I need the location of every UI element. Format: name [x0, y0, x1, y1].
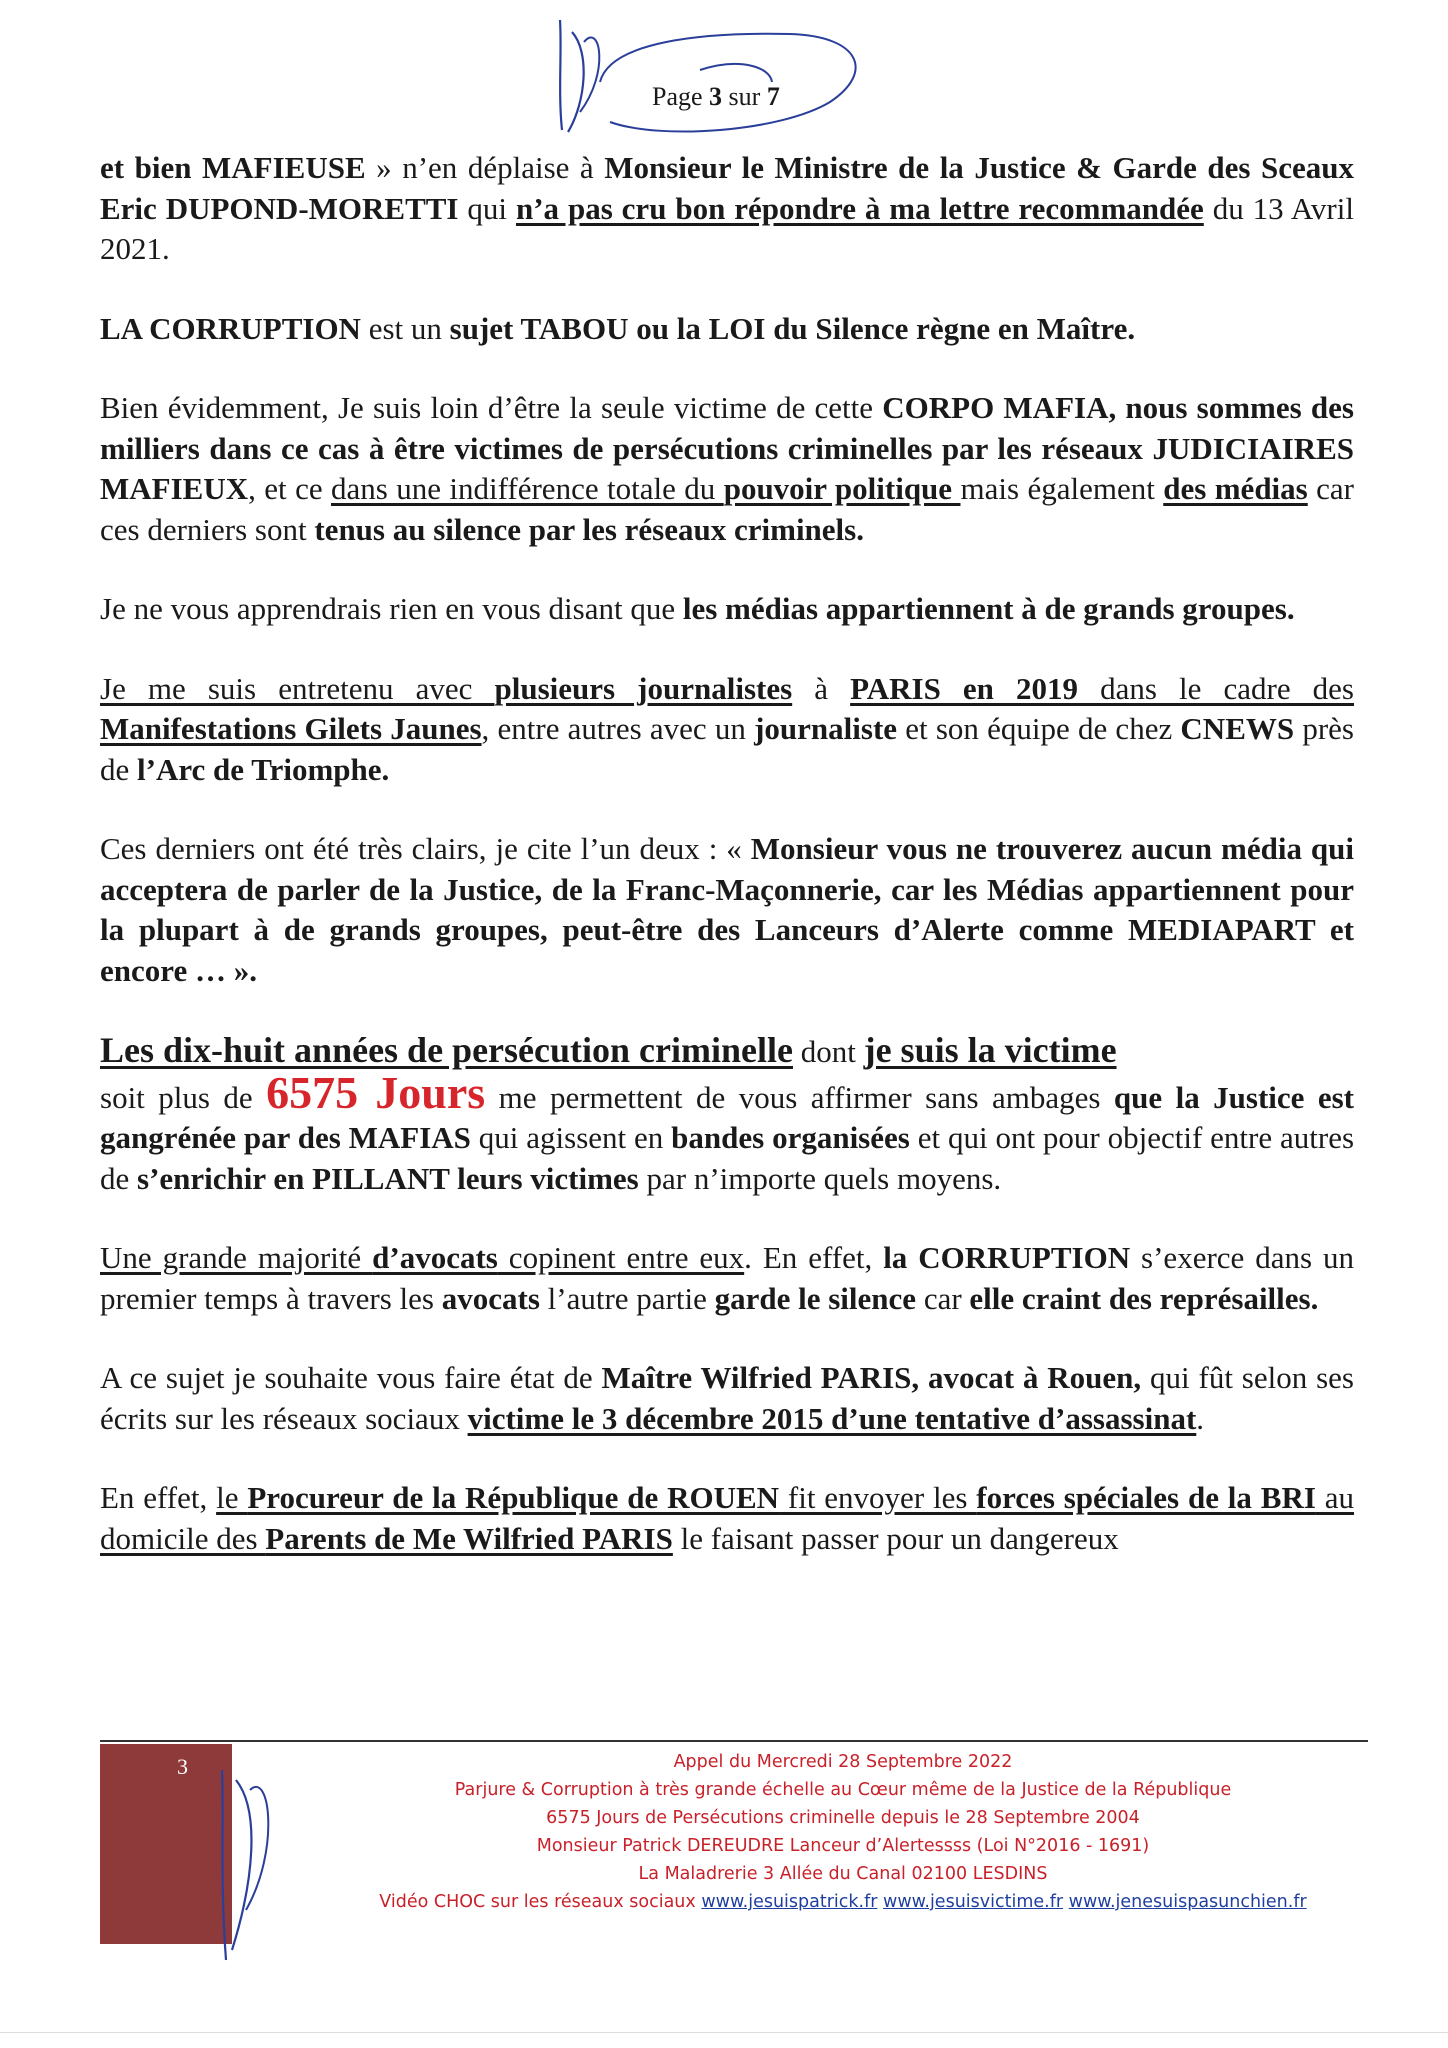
link-jenesuispasunchien[interactable]: www.jenesuispasunchien.fr [1068, 1892, 1307, 1912]
paragraph-3: Bien évidemment, Je suis loin d’être la seule victime de cette CORPO MAFIA, nous sommes des milliers dans ce cas à être victimes de persécutions criminelles par les réseaux JUDICIAIRES MAFIEUX, et ce dans une indifférence totale du pouvoir politique mais également des médias car ces derniers sont tenus au silence par les réseaux criminels. [100, 390, 1354, 547]
page-number: Page 3 sur 7 [652, 82, 780, 111]
paragraph-10: En effet, le Procureur de la République de ROUEN fit envoyer les forces spéciales de la BRI au domicile des Parents de Me Wilfried PARIS le faisant passer pour un dangereux [100, 1480, 1355, 1556]
footer-line-2: Parjure & Corruption à très grande échelle au Cœur même de la Justice de la République [454, 1780, 1232, 1800]
link-jesuisvictime[interactable]: www.jesuisvictime.fr [883, 1892, 1064, 1912]
paragraph-1: et bien MAFIEUSE » n’en déplaise à Monsieur le Ministre de la Justice & Garde des Sceaux Eric DUPOND-MORETTI qui n’a pas cru bon répondre à ma lettre recommandée du 13 Avril 2021. [100, 150, 1354, 266]
paragraph-8: Une grande majorité d’avocats copinent entre eux. En effet, la CORRUPTION s’exerce dans un premier temps à travers les avocats l’autre partie garde le silence car elle craint des représailles. [100, 1240, 1355, 1316]
paragraph-6: Ces derniers ont été très clairs, je cite l’un deux : « Monsieur vous ne trouverez aucun média qui acceptera de parler de la Justice, de la Franc-Maçonnerie, car les Médias appartiennent pour la plupart à de grands groupes, peut-être des Lanceurs d’Alerte comme MEDIAPART et encore … ». [100, 831, 1355, 988]
paragraph-9: A ce sujet je souhaite vous faire état de Maître Wilfried PARIS, avocat à Rouen, qui fût selon ses écrits sur les réseaux sociaux victime le 3 décembre 2015 d’une tentative d’assassinat. [100, 1360, 1354, 1436]
paragraph-4: Je ne vous apprendrais rien en vous disant que les médias appartiennent à de grands groupes. [100, 591, 1295, 626]
letter-footer [318, 1748, 1368, 1916]
paragraph-2: LA CORRUPTION est un sujet TABOU ou la LOI du Silence règne en Maître. [100, 310, 1136, 346]
letter-body [100, 148, 1354, 1598]
footer-line-4: Monsieur Patrick DEREUDRE Lanceur d’Alertessss (Loi N°2016 - 1691) [536, 1836, 1150, 1856]
footer-rule [100, 1740, 1368, 1742]
paragraph-5: Je me suis entretenu avec plusieurs journalistes à PARIS en 2019 dans le cadre des Manifestations Gilets Jaunes, entre autres avec un journaliste et son équipe de chez CNEWS près de l’Arc de Triomphe. [100, 670, 1354, 787]
handwritten-initials-top [540, 12, 880, 142]
footer-line-5: La Maladrerie 3 Allée du Canal 02100 LESDINS [638, 1864, 1048, 1884]
footer-line-3: 6575 Jours de Persécutions criminelle depuis le 28 Septembre 2004 [546, 1808, 1140, 1828]
paragraph-7: Les dix-huit années de persécution criminelle dont je suis la victime soit plus de 6575 Jours me permettent de vous affirmer sans ambages que la Justice est gangrénée par des MAFIAS qui agissent en bandes organisées et qui ont pour objectif entre autres de s’enrichir en PILLANT leurs victimes par n’importe quels moyens. [100, 1030, 1355, 1196]
days-count: 6575 Jours [266, 1066, 486, 1118]
handwritten-initials-footer [210, 1760, 290, 1970]
page-bottom-edge [0, 2032, 1448, 2033]
footer-page-number: 3 [177, 1754, 188, 1779]
footer-line-6: Vidéo CHOC sur les réseaux sociaux www.jesuispatrick.fr www.jesuisvictime.fr www.jenesuispasunchien.fr [379, 1892, 1307, 1912]
footer-line-1: Appel du Mercredi 28 Septembre 2022 [673, 1752, 1013, 1772]
link-jesuispatrick[interactable]: www.jesuispatrick.fr [701, 1892, 878, 1912]
